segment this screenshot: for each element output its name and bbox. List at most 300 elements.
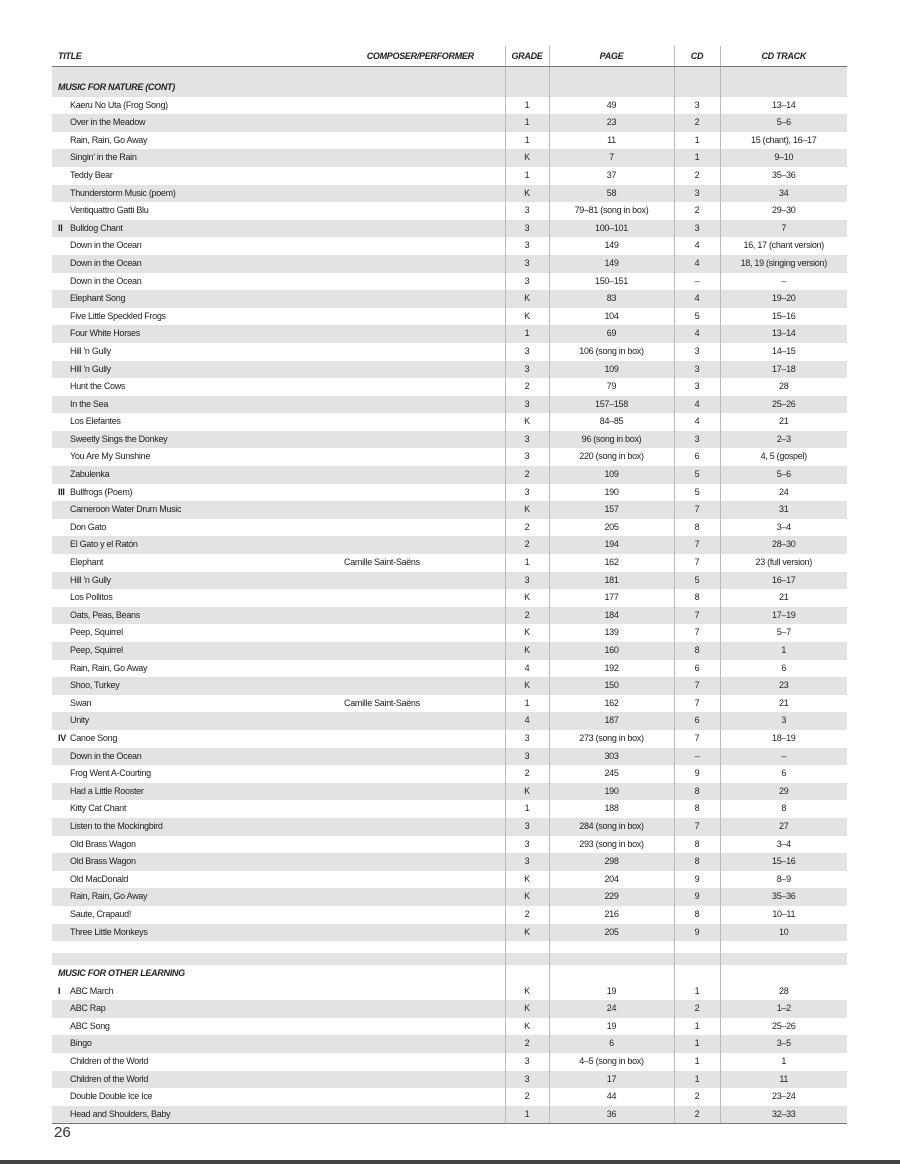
empty-cell [674, 67, 720, 80]
cd-cell: 5 [674, 572, 720, 590]
track-cell: 1–2 [720, 1000, 847, 1018]
composer-cell [336, 114, 505, 132]
page-cell: 11 [549, 132, 674, 150]
song-title-cell [52, 607, 336, 625]
empty-cell [720, 965, 847, 983]
table-row [52, 501, 847, 519]
page-cell: 106 (song in box) [549, 343, 674, 361]
page-cell: 58 [549, 185, 674, 203]
table-row [52, 114, 847, 132]
track-cell: 25–26 [720, 1018, 847, 1036]
song-title: Rain, Rain, Go Away [70, 662, 148, 673]
song-title: Zabulenka [70, 469, 110, 480]
grade-cell: 1 [505, 554, 549, 572]
table-row [52, 325, 847, 343]
page-cell: 220 (song in box) [549, 448, 674, 466]
empty-cell [336, 941, 505, 953]
grade-cell: K [505, 642, 549, 660]
unit-number: IV [58, 732, 66, 743]
composer-cell [336, 536, 505, 554]
composer-cell [336, 906, 505, 924]
page-cell: 190 [549, 783, 674, 801]
cd-cell: 3 [674, 378, 720, 396]
table-row [52, 1018, 847, 1036]
unit-number: III [58, 486, 65, 497]
table-row [52, 924, 847, 942]
table-row [52, 431, 847, 449]
page-cell: 157–158 [549, 396, 674, 414]
page-number: 26 [54, 1124, 71, 1141]
table-row [52, 343, 847, 361]
header-cd: CD [674, 46, 720, 67]
cd-cell: 8 [674, 836, 720, 854]
composer-cell [336, 343, 505, 361]
grade-cell: 1 [505, 1106, 549, 1124]
composer-cell [336, 730, 505, 748]
empty-cell [52, 941, 336, 953]
song-title: ABC March [70, 985, 114, 996]
grade-cell: 2 [505, 466, 549, 484]
track-cell: 21 [720, 589, 847, 607]
table-row [52, 536, 847, 554]
grade-cell: 1 [505, 695, 549, 713]
table-row [52, 290, 847, 308]
song-title-cell [52, 273, 336, 291]
cd-cell: 1 [674, 149, 720, 167]
composer-cell [336, 800, 505, 818]
song-title-cell [52, 431, 336, 449]
track-cell: 3–4 [720, 519, 847, 537]
grade-cell: 3 [505, 448, 549, 466]
page-cell: 205 [549, 924, 674, 942]
grade-cell: 1 [505, 132, 549, 150]
cd-cell: 7 [674, 818, 720, 836]
song-title-cell [52, 501, 336, 519]
cd-cell: 7 [674, 624, 720, 642]
cd-cell: 3 [674, 431, 720, 449]
cd-cell: 2 [674, 202, 720, 220]
grade-cell: 3 [505, 237, 549, 255]
song-title: Don Gato [70, 521, 107, 532]
cd-cell: 6 [674, 712, 720, 730]
song-title-cell [52, 589, 336, 607]
page-cell: 229 [549, 888, 674, 906]
song-title: Cameroon Water Drum Music [70, 504, 182, 515]
grade-cell: 3 [505, 343, 549, 361]
song-title: Hill 'n Gully [70, 345, 111, 356]
grade-cell: 3 [505, 818, 549, 836]
cd-cell: 8 [674, 589, 720, 607]
track-cell: 9–10 [720, 149, 847, 167]
section-header-row [52, 965, 847, 983]
grade-cell: K [505, 783, 549, 801]
header-title: TITLE [52, 46, 336, 67]
song-title-cell [52, 1106, 336, 1124]
track-cell: 23–24 [720, 1088, 847, 1106]
cd-cell: 2 [674, 1000, 720, 1018]
track-cell: 8 [720, 800, 847, 818]
composer-cell [336, 202, 505, 220]
cd-cell: 7 [674, 695, 720, 713]
page-cell: 160 [549, 642, 674, 660]
song-title: Unity [70, 715, 90, 726]
table-row [52, 1106, 847, 1124]
grade-cell: K [505, 677, 549, 695]
table-row [52, 730, 847, 748]
song-title-cell [52, 1000, 336, 1018]
page-cell: 216 [549, 906, 674, 924]
grade-cell: K [505, 871, 549, 889]
cd-cell: 8 [674, 642, 720, 660]
song-title: Peep, Squirrel [70, 627, 123, 638]
song-title: Hill 'n Gully [70, 363, 111, 374]
page-cell: 49 [549, 97, 674, 115]
table-row [52, 818, 847, 836]
composer-cell [336, 431, 505, 449]
song-title-cell [52, 519, 336, 537]
page-cell: 162 [549, 554, 674, 572]
song-title-cell [52, 185, 336, 203]
page-cell: 4–5 (song in box) [549, 1053, 674, 1071]
page-cell: 150–151 [549, 273, 674, 291]
composer-cell [336, 642, 505, 660]
track-cell: 7 [720, 220, 847, 238]
page-cell: 194 [549, 536, 674, 554]
empty-cell [549, 79, 674, 97]
page-cell: 37 [549, 167, 674, 185]
song-title: Teddy Bear [70, 169, 113, 180]
page-cell: 7 [549, 149, 674, 167]
cd-cell: 4 [674, 255, 720, 273]
composer-cell [336, 1106, 505, 1124]
song-title: Kaeru No Uta (Frog Song) [70, 99, 168, 110]
track-cell: 15 (chant), 16–17 [720, 132, 847, 150]
composer-cell [336, 589, 505, 607]
composer-cell [336, 396, 505, 414]
track-cell: 28 [720, 983, 847, 1001]
header-composer: COMPOSER/PERFORMER [336, 46, 505, 67]
song-title-cell [52, 783, 336, 801]
grade-cell: 3 [505, 220, 549, 238]
grade-cell: 3 [505, 853, 549, 871]
table-row [52, 413, 847, 431]
song-title: Kitty Cat Chant [70, 803, 127, 814]
song-title-cell [52, 237, 336, 255]
grade-cell: 2 [505, 536, 549, 554]
table-row [52, 695, 847, 713]
page-cell: 19 [549, 1018, 674, 1036]
page-cell: 104 [549, 308, 674, 326]
grade-cell: 2 [505, 906, 549, 924]
cd-cell: 9 [674, 888, 720, 906]
table-row [52, 273, 847, 291]
grade-cell: K [505, 589, 549, 607]
page-cell: 100–101 [549, 220, 674, 238]
cd-cell: 4 [674, 413, 720, 431]
composer-cell [336, 325, 505, 343]
composer-cell [336, 836, 505, 854]
table-row [52, 589, 847, 607]
cd-cell: 4 [674, 325, 720, 343]
empty-cell [336, 79, 505, 97]
page-cell: 84–85 [549, 413, 674, 431]
song-title-cell [52, 871, 336, 889]
composer-cell [336, 888, 505, 906]
composer-cell [336, 466, 505, 484]
cd-cell: 8 [674, 853, 720, 871]
track-cell: 3–4 [720, 836, 847, 854]
song-title: Five Little Speckled Frogs [70, 310, 166, 321]
page-cell: 284 (song in box) [549, 818, 674, 836]
track-cell: 23 (full version) [720, 554, 847, 572]
song-title: Shoo, Turkey [70, 680, 120, 691]
page-cell: 205 [549, 519, 674, 537]
track-cell: 15–16 [720, 853, 847, 871]
grade-cell: K [505, 290, 549, 308]
song-title-cell [52, 818, 336, 836]
page-cell: 181 [549, 572, 674, 590]
cd-cell: 3 [674, 220, 720, 238]
cd-cell: 3 [674, 97, 720, 115]
song-title: Down in the Ocean [70, 240, 142, 251]
track-cell: 6 [720, 765, 847, 783]
composer-cell [336, 273, 505, 291]
song-title-cell [52, 202, 336, 220]
table-header-row [52, 46, 847, 67]
song-title: Peep, Squirrel [70, 645, 123, 655]
song-title-cell [52, 466, 336, 484]
grade-cell: K [505, 1000, 549, 1018]
cd-cell: 7 [674, 730, 720, 748]
song-title: You Are My Sunshine [70, 451, 151, 462]
song-title-cell [52, 765, 336, 783]
song-title-cell [52, 554, 336, 572]
song-title-cell [52, 1035, 336, 1053]
song-title: Los Pollitos [70, 592, 113, 603]
page-cell: 23 [549, 114, 674, 132]
track-cell: 27 [720, 818, 847, 836]
cd-cell: 3 [674, 361, 720, 379]
grade-cell: 3 [505, 396, 549, 414]
cd-cell: 1 [674, 1071, 720, 1089]
composer-cell [336, 712, 505, 730]
composer-cell [336, 1071, 505, 1089]
table-row [52, 132, 847, 150]
table-row [52, 554, 847, 572]
track-cell: 5–6 [720, 114, 847, 132]
empty-cell [505, 965, 549, 983]
composer-cell [336, 572, 505, 590]
composer-cell [336, 871, 505, 889]
composer-cell [336, 413, 505, 431]
song-title: Three Little Monkeys [70, 926, 148, 937]
cd-cell: 7 [674, 554, 720, 572]
table-row [52, 983, 847, 1001]
composer-cell [336, 255, 505, 273]
track-cell: 14–15 [720, 343, 847, 361]
song-title: Swan [70, 697, 92, 708]
grade-cell: 3 [505, 748, 549, 766]
track-cell: 35–36 [720, 888, 847, 906]
grade-cell: 1 [505, 167, 549, 185]
song-title: Old Brass Wagon [70, 856, 136, 867]
track-cell: 3 [720, 712, 847, 730]
song-title: Rain, Rain, Go Away [70, 891, 148, 902]
empty-cell [674, 941, 720, 953]
table-row [52, 202, 847, 220]
page-cell: 303 [549, 748, 674, 766]
cd-cell: 7 [674, 501, 720, 519]
track-cell: 1 [720, 1053, 847, 1071]
track-cell: 17–19 [720, 607, 847, 625]
cd-cell: 1 [674, 132, 720, 150]
track-cell: 29 [720, 783, 847, 801]
grade-cell: 2 [505, 765, 549, 783]
track-cell: – [720, 273, 847, 291]
page-cell: 109 [549, 361, 674, 379]
song-title-cell [52, 1018, 336, 1036]
empty-cell [674, 965, 720, 983]
track-cell: 24 [720, 484, 847, 502]
table-row [52, 466, 847, 484]
table-row [52, 906, 847, 924]
grade-cell: K [505, 624, 549, 642]
song-title: Saute, Crapaud! [70, 908, 132, 919]
unit-number: II [58, 222, 63, 233]
table-row [52, 97, 847, 115]
empty-cell [720, 79, 847, 97]
song-title-cell [52, 413, 336, 431]
cd-cell: 4 [674, 237, 720, 255]
track-cell: 31 [720, 501, 847, 519]
song-title: Down in the Ocean [70, 257, 142, 268]
cd-cell: – [674, 748, 720, 766]
grade-cell: 3 [505, 202, 549, 220]
composer-cell [336, 818, 505, 836]
grade-cell: 3 [505, 1071, 549, 1089]
track-cell: 18, 19 (singing version) [720, 255, 847, 273]
page-cell: 96 (song in box) [549, 431, 674, 449]
table-row [52, 607, 847, 625]
empty-cell [720, 953, 847, 965]
composer-cell [336, 519, 505, 537]
grade-cell: K [505, 149, 549, 167]
grade-cell: 1 [505, 800, 549, 818]
table-row [52, 448, 847, 466]
song-title-cell [52, 361, 336, 379]
footer-rule [0, 1160, 900, 1164]
cd-cell: 1 [674, 1018, 720, 1036]
song-title: In the Sea [70, 398, 109, 409]
song-title: Elephant [70, 557, 104, 568]
table-row [52, 220, 847, 238]
song-title-cell [52, 983, 336, 1001]
track-cell: 21 [720, 695, 847, 713]
table-row [52, 484, 847, 502]
cd-cell: 3 [674, 185, 720, 203]
song-title-cell [52, 536, 336, 554]
composer-cell [336, 783, 505, 801]
track-cell: 18–19 [720, 730, 847, 748]
table-row [52, 1088, 847, 1106]
cd-cell: 9 [674, 765, 720, 783]
track-cell: 23 [720, 677, 847, 695]
song-title: Children of the World [70, 1056, 149, 1067]
song-title-cell [52, 290, 336, 308]
page-cell: 17 [549, 1071, 674, 1089]
grade-cell: 2 [505, 378, 549, 396]
track-cell: 29–30 [720, 202, 847, 220]
composer-cell: Camille Saint-Saëns [344, 557, 420, 568]
song-title-cell [52, 730, 336, 748]
grade-cell: 4 [505, 712, 549, 730]
page-cell: 36 [549, 1106, 674, 1124]
empty-cell [549, 941, 674, 953]
grade-cell: K [505, 308, 549, 326]
track-cell: 16–17 [720, 572, 847, 590]
grade-cell: 3 [505, 431, 549, 449]
song-title-cell [52, 132, 336, 150]
song-title-cell [52, 114, 336, 132]
section-header-row [52, 79, 847, 97]
track-cell: 6 [720, 660, 847, 678]
song-title: Frog Went A-Courting [70, 768, 151, 779]
table-row [52, 308, 847, 326]
track-cell: 10 [720, 924, 847, 942]
empty-cell [505, 953, 549, 965]
song-title: Hunt the Cows [70, 381, 126, 392]
empty-cell [505, 941, 549, 953]
table-row [52, 712, 847, 730]
spacer-row [52, 953, 847, 965]
composer-cell [336, 1088, 505, 1106]
spacer-row [52, 941, 847, 953]
track-cell: 5–6 [720, 466, 847, 484]
cd-cell: 4 [674, 290, 720, 308]
cd-cell: – [674, 273, 720, 291]
page-cell: 298 [549, 853, 674, 871]
table-row [52, 660, 847, 678]
song-title-cell [52, 484, 336, 502]
song-index-table-wrapper [52, 46, 847, 1124]
grade-cell: 3 [505, 836, 549, 854]
page-cell: 293 (song in box) [549, 836, 674, 854]
composer-cell [336, 378, 505, 396]
section-title: MUSIC FOR OTHER LEARNING [58, 968, 185, 979]
page-cell: 150 [549, 677, 674, 695]
header-cd-track: CD TRACK [720, 46, 847, 67]
table-row [52, 677, 847, 695]
song-title-cell [52, 800, 336, 818]
page-cell: 79–81 (song in box) [549, 202, 674, 220]
empty-cell [549, 67, 674, 80]
grade-cell: K [505, 501, 549, 519]
composer-cell [336, 237, 505, 255]
song-title: Canoe Song [70, 732, 118, 743]
empty-cell [674, 79, 720, 97]
table-row [52, 853, 847, 871]
song-title-cell [52, 396, 336, 414]
track-cell: 10–11 [720, 906, 847, 924]
table-row [52, 871, 847, 889]
song-title-cell [52, 906, 336, 924]
page-cell: 83 [549, 290, 674, 308]
composer-cell [336, 1000, 505, 1018]
page-cell: 69 [549, 325, 674, 343]
cd-cell: 5 [674, 466, 720, 484]
song-title-cell [52, 325, 336, 343]
song-title: Bullfrogs (Poem) [70, 486, 133, 497]
